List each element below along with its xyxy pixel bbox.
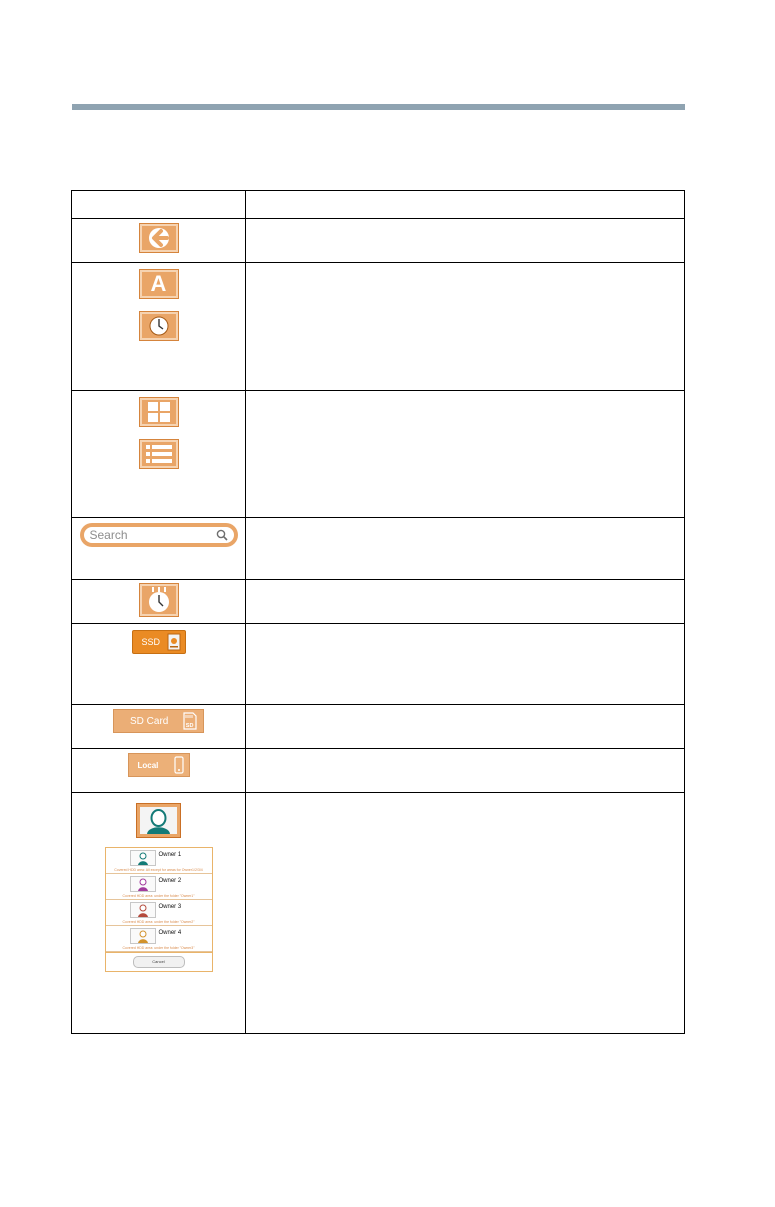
table-row	[72, 263, 685, 391]
description-cell	[246, 391, 685, 518]
owner-row-2[interactable]	[106, 874, 212, 900]
table-row	[72, 391, 685, 518]
icon-cell	[72, 219, 246, 263]
icon-reference-table	[71, 190, 685, 1034]
table-row	[72, 749, 685, 793]
icon-cell	[72, 391, 246, 518]
owner-selection-popup	[105, 847, 213, 972]
description-cell	[246, 793, 685, 1034]
ssd-drive-icon	[167, 633, 181, 651]
owner-cancel-row	[106, 952, 212, 971]
owner-4-note: Covered HDD area: under the folder "Owner3"	[122, 946, 195, 950]
sd-card-icon	[183, 712, 197, 730]
owner-3-avatar-icon	[130, 902, 156, 918]
description-cell	[246, 749, 685, 793]
icon-cell	[72, 624, 246, 705]
owner-3-name: Owner 3	[158, 904, 182, 910]
local-button-label: Local	[137, 760, 159, 770]
icon-cell	[72, 518, 246, 580]
calendar-clock-icon[interactable]	[139, 583, 179, 617]
table-row	[72, 624, 685, 705]
sd-card-button-label: SD Card	[130, 715, 169, 727]
search-placeholder: Search	[89, 528, 128, 542]
table-header-row	[72, 191, 685, 219]
owner-row-4[interactable]	[106, 926, 212, 952]
ssd-storage-button[interactable]	[132, 630, 186, 654]
header-icon-cell	[72, 191, 246, 219]
owner-row-3[interactable]	[106, 900, 212, 926]
cancel-button[interactable]: Cancel	[133, 956, 185, 968]
owner-4-avatar-icon	[130, 928, 156, 944]
back-arrow-icon[interactable]	[139, 223, 179, 253]
icon-cell	[72, 793, 246, 1034]
icon-cell	[72, 263, 246, 391]
phone-icon	[174, 756, 184, 774]
ssd-button-label: SSD	[141, 637, 161, 647]
table-row	[72, 705, 685, 749]
search-icon	[216, 529, 228, 541]
svg-text:SD: SD	[185, 723, 194, 729]
owner-2-avatar-icon	[130, 876, 156, 892]
owner-1-note: Covered HDD area: All except for areas for Owner1/2/3/4	[114, 868, 203, 872]
owner-1-name: Owner 1	[158, 852, 182, 858]
owner-3-note: Covered HDD area: under the folder "Owner2"	[122, 920, 195, 924]
description-cell	[246, 518, 685, 580]
owner-avatar-icon[interactable]	[136, 803, 181, 838]
icon-cell	[72, 749, 246, 793]
description-cell	[246, 624, 685, 705]
sort-by-time-icon[interactable]	[139, 311, 179, 341]
header-description-cell	[246, 191, 685, 219]
list-view-icon[interactable]	[139, 439, 179, 469]
table-row	[72, 793, 685, 1034]
owner-2-note: Covered HDD area: under the folder "Owner1"	[122, 894, 195, 898]
description-cell	[246, 580, 685, 624]
sd-card-button[interactable]	[113, 709, 204, 733]
local-storage-button[interactable]	[128, 753, 190, 777]
header-rule	[72, 104, 685, 110]
sort-alphabetical-icon[interactable]: A	[139, 269, 179, 299]
grid-view-icon[interactable]	[139, 397, 179, 427]
description-cell	[246, 705, 685, 749]
owner-4-name: Owner 4	[158, 930, 182, 936]
owner-row-1[interactable]	[106, 848, 212, 874]
search-field[interactable]	[80, 523, 238, 547]
description-cell	[246, 263, 685, 391]
icon-cell	[72, 705, 246, 749]
owner-2-name: Owner 2	[158, 878, 182, 884]
owner-1-avatar-icon	[130, 850, 156, 866]
table-row	[72, 219, 685, 263]
description-cell	[246, 219, 685, 263]
table-row	[72, 580, 685, 624]
table-row	[72, 518, 685, 580]
icon-cell	[72, 580, 246, 624]
